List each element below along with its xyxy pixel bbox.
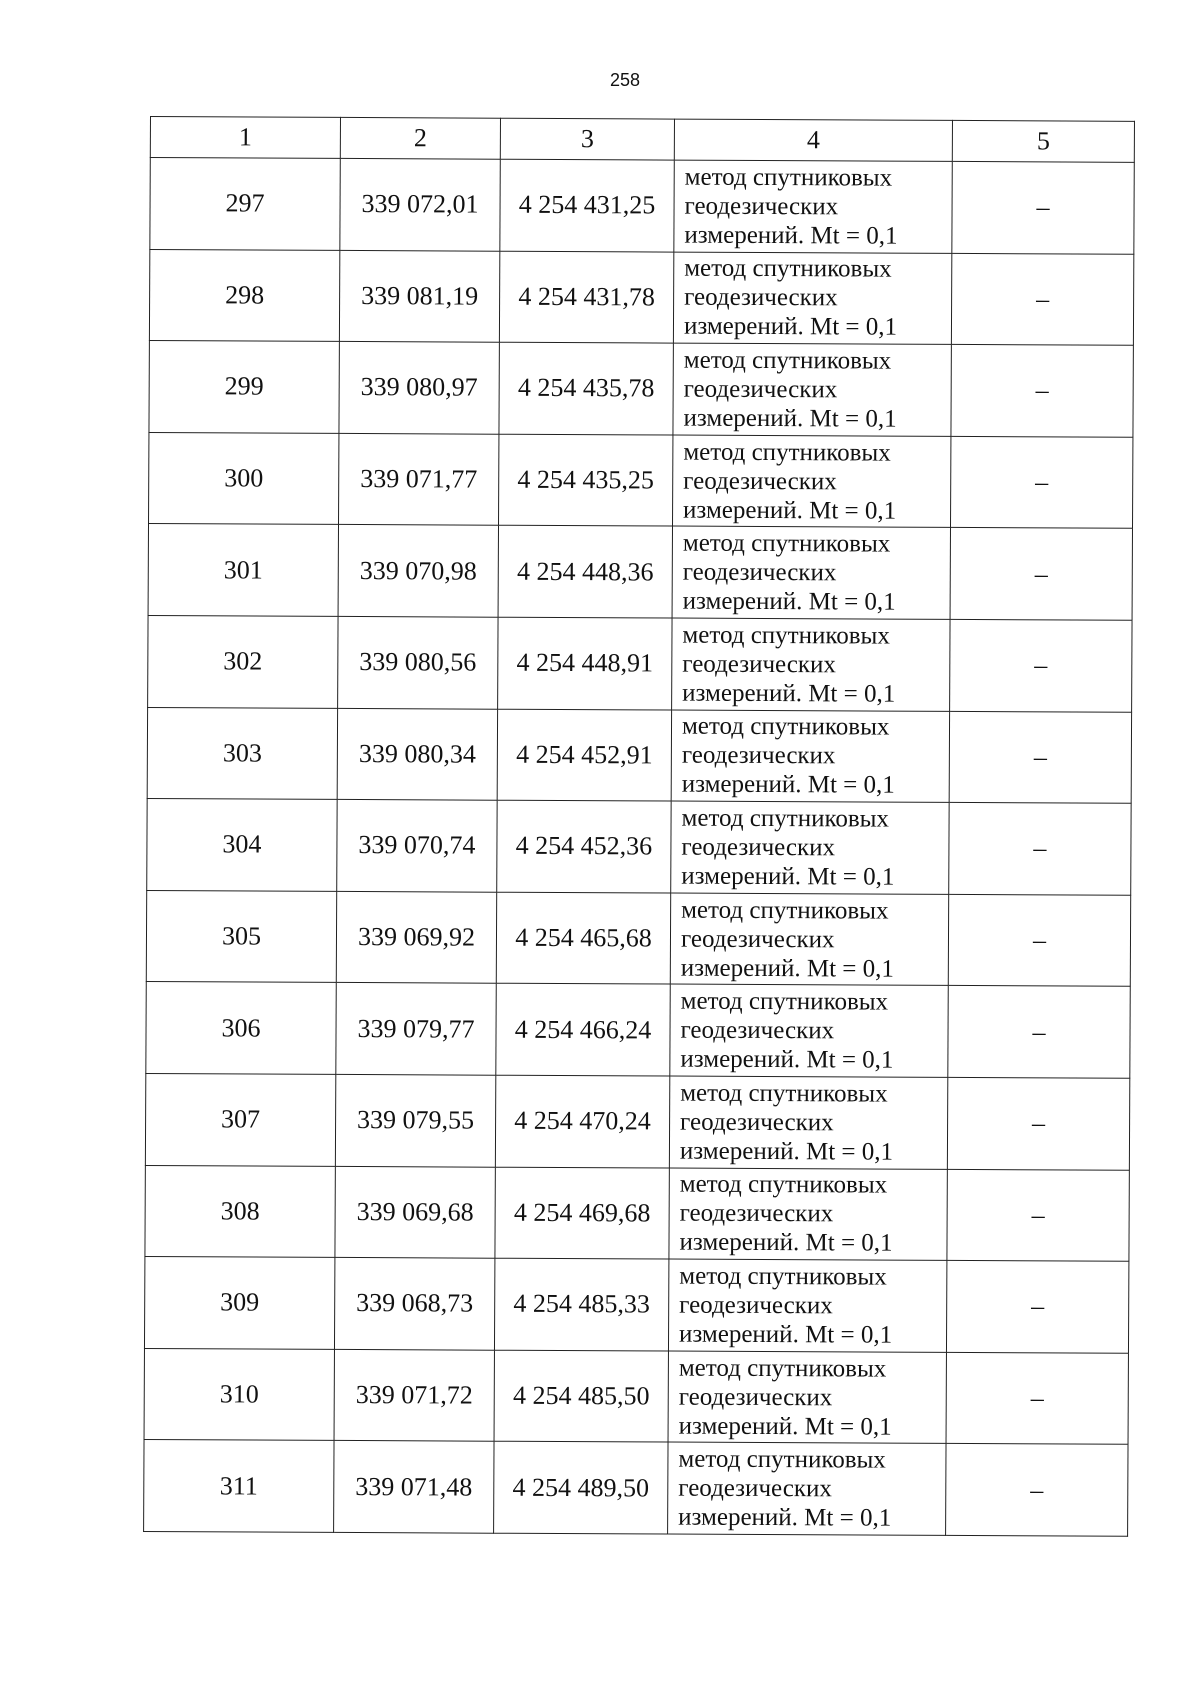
point-number-cell: 297: [150, 158, 340, 251]
header-col-5: 5: [952, 120, 1134, 162]
x-coordinate-cell: 339 080,34: [337, 708, 497, 800]
method-line: геодезических: [678, 1474, 832, 1503]
y-coordinate-cell: 4 254 470,24: [495, 1075, 669, 1167]
note-cell: –: [950, 436, 1132, 528]
header-col-3: 3: [500, 118, 674, 160]
method-line: геодезических: [682, 558, 837, 587]
note-cell: –: [948, 986, 1130, 1078]
x-coordinate-cell: 339 080,97: [339, 342, 499, 434]
note-cell: –: [951, 253, 1133, 345]
table-row: [148, 615, 1132, 711]
note-cell: –: [947, 1169, 1129, 1261]
point-number-cell: 311: [144, 1440, 334, 1533]
table-row: [147, 799, 1131, 895]
note-cell: –: [946, 1444, 1128, 1536]
x-coordinate-cell: 339 071,48: [334, 1441, 494, 1533]
table-row: [149, 341, 1133, 437]
point-number-cell: 310: [144, 1348, 334, 1441]
method-line: метод спутниковых: [680, 1079, 888, 1108]
method-line: метод спутниковых: [682, 621, 890, 650]
method-cell: [671, 801, 949, 894]
method-line: измерений. Mt = 0,1: [679, 1228, 893, 1257]
point-number-cell: 305: [146, 890, 336, 983]
point-number-cell: 302: [148, 615, 338, 708]
method-cell: [673, 343, 951, 436]
note-cell: –: [947, 1077, 1129, 1169]
point-number-cell: 306: [146, 982, 336, 1075]
table-row: [145, 1165, 1129, 1261]
table-row: [148, 524, 1132, 620]
x-coordinate-cell: 339 070,74: [337, 800, 497, 892]
method-cell: [673, 252, 951, 345]
method-cell: [672, 618, 950, 711]
table-row: [144, 1440, 1128, 1536]
x-coordinate-cell: 339 069,92: [336, 891, 496, 983]
method-cell: [673, 435, 951, 528]
method-line: геодезических: [682, 650, 836, 679]
y-coordinate-cell: 4 254 465,68: [496, 892, 670, 984]
method-line: измерений. Mt = 0,1: [681, 862, 895, 891]
method-line: измерений. Mt = 0,1: [680, 1045, 894, 1074]
method-line: метод спутниковых: [681, 804, 890, 833]
header-col-2: 2: [340, 117, 500, 159]
x-coordinate-cell: 339 079,55: [335, 1074, 495, 1166]
x-coordinate-cell: 339 071,72: [334, 1349, 494, 1441]
y-coordinate-cell: 4 254 431,78: [499, 251, 673, 343]
method-line: геодезических: [678, 1383, 833, 1411]
method-line: геодезических: [681, 741, 836, 770]
point-number-cell: 300: [149, 432, 339, 525]
y-coordinate-cell: 4 254 469,68: [495, 1167, 669, 1259]
method-line: геодезических: [679, 1199, 834, 1228]
method-line: метод спутниковых: [683, 346, 892, 375]
method-cell: [674, 160, 952, 253]
note-cell: –: [950, 528, 1132, 620]
method-line: геодезических: [680, 925, 835, 953]
method-cell: [668, 1259, 946, 1352]
x-coordinate-cell: 339 080,56: [338, 616, 498, 708]
y-coordinate-cell: 4 254 448,91: [498, 617, 672, 709]
method-cell: [672, 526, 950, 619]
x-coordinate-cell: 339 069,68: [335, 1166, 495, 1258]
x-coordinate-cell: 339 068,73: [334, 1258, 494, 1350]
note-cell: –: [949, 803, 1131, 895]
note-cell: –: [946, 1352, 1128, 1444]
x-coordinate-cell: 339 081,19: [339, 250, 499, 342]
table-body: [144, 158, 1135, 1537]
note-cell: –: [950, 619, 1132, 711]
method-line: метод спутниковых: [683, 438, 891, 467]
table-row: [146, 890, 1130, 986]
method-line: измерений. Mt = 0,1: [682, 587, 896, 616]
header-row: [150, 117, 1134, 163]
method-line: метод спутниковых: [684, 163, 893, 192]
x-coordinate-cell: 339 079,77: [336, 983, 496, 1075]
table-row: [147, 707, 1131, 803]
table-header: [150, 117, 1134, 163]
method-line: измерений. Mt = 0,1: [679, 1137, 894, 1166]
method-line: измерений. Mt = 0,1: [681, 770, 895, 800]
method-line: измерений. Mt = 0,1: [678, 1503, 892, 1532]
method-cell: [668, 1351, 946, 1444]
method-line: метод спутниковых: [681, 712, 890, 741]
method-cell: [670, 984, 948, 1077]
method-line: геодезических: [680, 1016, 835, 1045]
note-cell: –: [946, 1261, 1128, 1353]
point-number-cell: 301: [148, 524, 338, 617]
y-coordinate-cell: 4 254 452,36: [497, 800, 671, 892]
x-coordinate-cell: 339 070,98: [338, 525, 498, 617]
method-line: метод спутниковых: [678, 1354, 887, 1383]
table-row: [150, 158, 1134, 254]
point-number-cell: 309: [144, 1257, 334, 1350]
point-number-cell: 307: [145, 1073, 335, 1166]
method-line: метод спутниковых: [679, 1170, 888, 1199]
y-coordinate-cell: 4 254 435,25: [499, 434, 673, 526]
table-row: [145, 1073, 1129, 1169]
method-line: измерений. Mt = 0,1: [680, 954, 894, 983]
method-cell: [670, 893, 948, 986]
method-line: метод спутниковых: [681, 896, 889, 925]
table-row: [144, 1348, 1128, 1444]
method-cell: [671, 710, 949, 803]
method-line: метод спутниковых: [678, 1445, 886, 1474]
y-coordinate-cell: 4 254 435,78: [499, 342, 673, 434]
note-cell: –: [949, 711, 1131, 803]
table-row: [149, 249, 1133, 345]
point-number-cell: 304: [147, 799, 337, 892]
y-coordinate-cell: 4 254 485,33: [494, 1258, 668, 1350]
note-cell: –: [952, 161, 1134, 253]
y-coordinate-cell: 4 254 431,25: [500, 159, 674, 251]
x-coordinate-cell: 339 071,77: [339, 433, 499, 525]
table-row: [144, 1257, 1128, 1353]
method-line: измерений. Mt = 0,1: [684, 221, 898, 250]
table-row: [146, 982, 1130, 1078]
method-line: измерений. Mt = 0,1: [682, 679, 896, 708]
y-coordinate-cell: 4 254 466,24: [496, 984, 670, 1076]
method-line: геодезических: [684, 284, 838, 312]
note-cell: –: [951, 345, 1133, 437]
method-line: измерений. Mt = 0,1: [683, 496, 897, 525]
y-coordinate-cell: 4 254 485,50: [494, 1350, 668, 1442]
point-number-cell: 298: [149, 249, 339, 342]
page-number: 258: [609, 70, 641, 90]
method-cell: [668, 1442, 946, 1535]
y-coordinate-cell: 4 254 452,91: [497, 709, 671, 801]
method-line: измерений. Mt = 0,1: [683, 404, 897, 433]
table-row: [149, 432, 1133, 528]
x-coordinate-cell: 339 072,01: [340, 158, 500, 250]
method-line: геодезических: [679, 1291, 833, 1320]
method-cell: [669, 1168, 947, 1261]
method-line: измерений. Mt = 0,1: [678, 1412, 892, 1441]
method-line: геодезических: [683, 375, 838, 404]
method-line: геодезических: [683, 467, 837, 495]
note-cell: –: [948, 894, 1130, 986]
method-line: метод спутниковых: [682, 529, 891, 558]
coordinates-table: [143, 116, 1135, 1537]
method-line: геодезических: [681, 833, 836, 862]
point-number-cell: 299: [149, 341, 339, 434]
method-line: измерений. Mt = 0,1: [678, 1320, 893, 1349]
y-coordinate-cell: 4 254 448,36: [498, 526, 672, 618]
y-coordinate-cell: 4 254 489,50: [494, 1442, 668, 1534]
header-col-1: 1: [150, 117, 340, 159]
method-line: метод спутниковых: [679, 1262, 887, 1291]
header-col-4: 4: [674, 119, 952, 161]
method-line: геодезических: [680, 1108, 834, 1137]
method-line: метод спутниковых: [680, 987, 889, 1016]
method-line: измерений. Mt = 0,1: [683, 313, 898, 342]
point-number-cell: 303: [147, 707, 337, 800]
point-number-cell: 308: [145, 1165, 335, 1258]
method-cell: [669, 1076, 947, 1169]
method-line: метод спутниковых: [684, 255, 892, 284]
method-line: геодезических: [684, 192, 839, 221]
